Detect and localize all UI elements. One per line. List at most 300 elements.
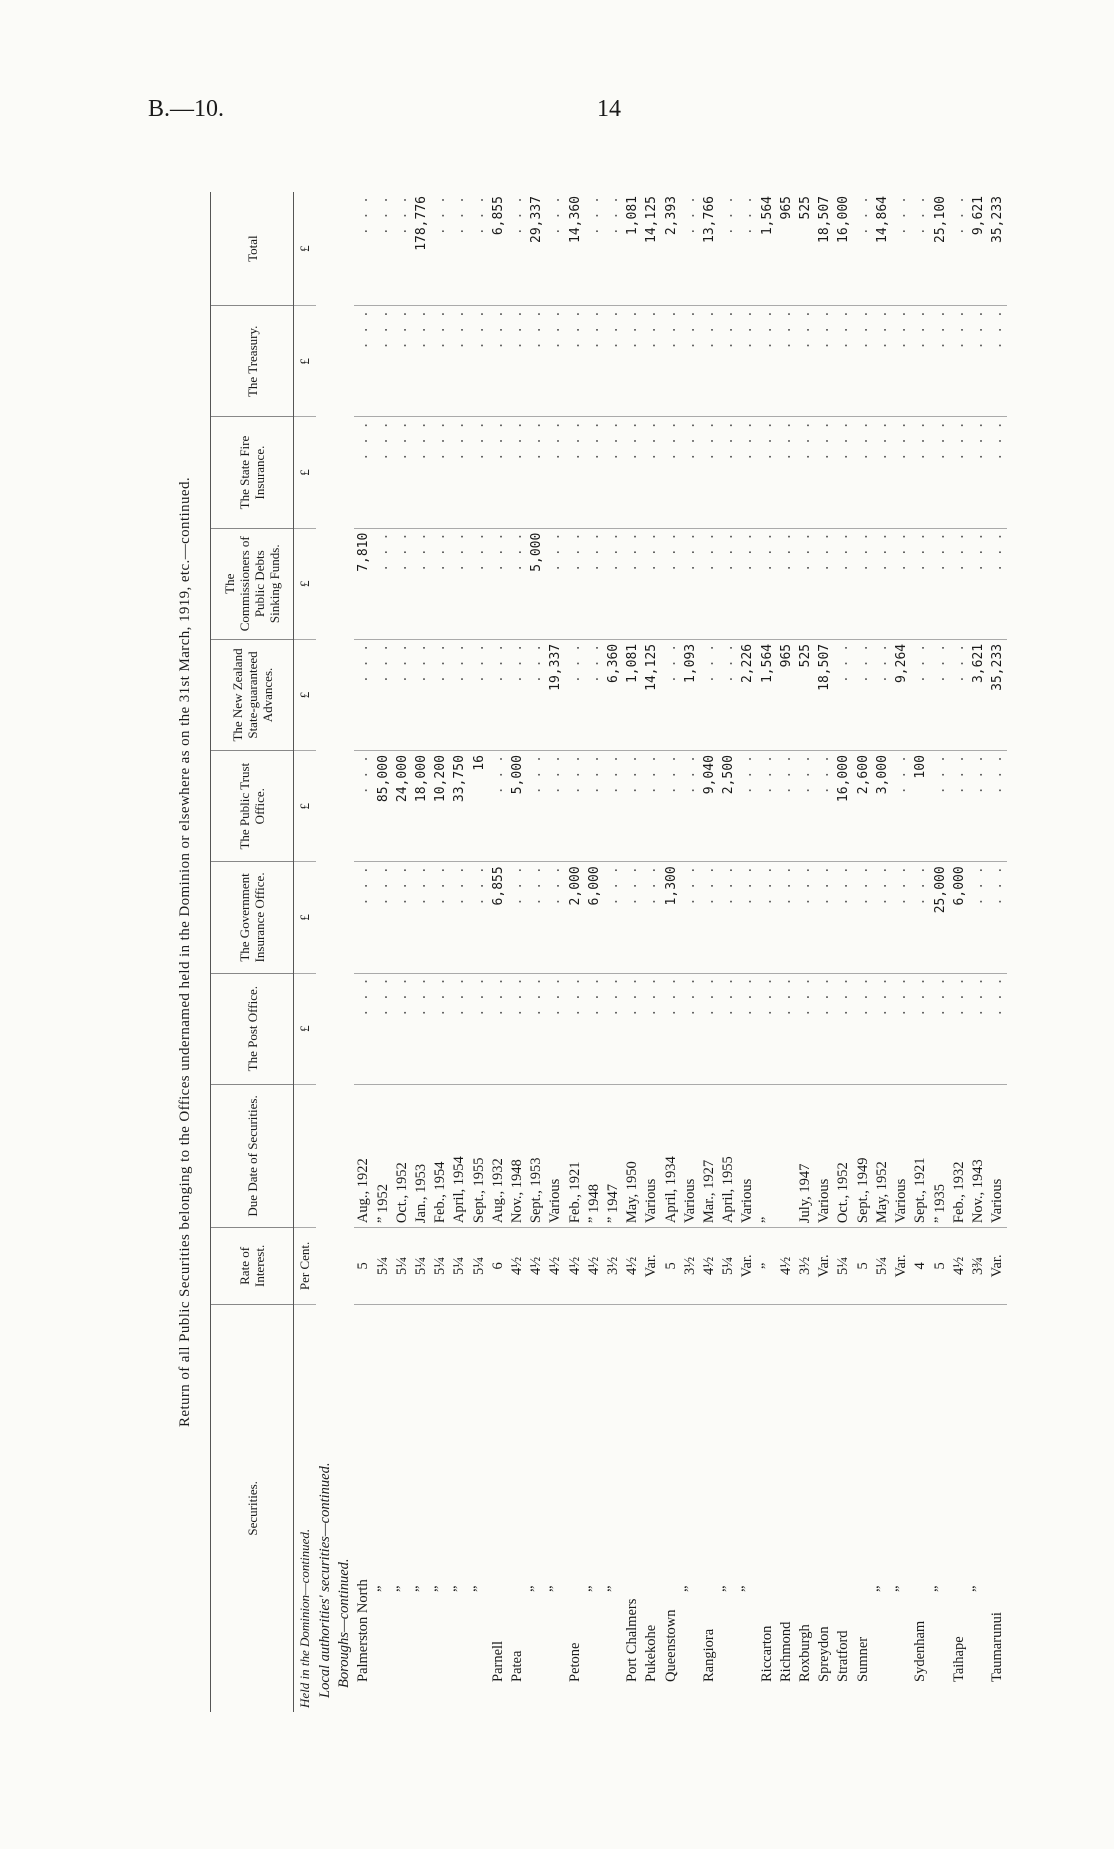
total-cell: . . .: [450, 192, 469, 306]
due-date-cell: Various: [892, 1084, 911, 1227]
total-cell: . . .: [950, 192, 969, 306]
nz-advances-cell: . . .: [354, 639, 373, 750]
treasury-cell: . . .: [585, 306, 604, 417]
state-fire-cell: . . .: [393, 417, 412, 528]
state-fire-cell: . . .: [450, 417, 469, 528]
government-insurance-cell: . . .: [854, 862, 873, 973]
due-date-cell: May, 1952: [873, 1084, 892, 1227]
security-name: Spreydon: [816, 1626, 833, 1682]
unit-treasury: £: [294, 306, 317, 417]
due-date-cell: ” 1947: [604, 1084, 623, 1227]
commissioners-cell: . . .: [969, 528, 988, 639]
public-trust-cell: . . .: [604, 751, 623, 862]
nz-advances-cell: 6,360: [604, 639, 623, 750]
government-insurance-cell: 1,300: [662, 862, 681, 973]
treasury-cell: . . .: [988, 306, 1007, 417]
nz-advances-cell: . . .: [527, 639, 546, 750]
security-name: ”: [393, 1585, 410, 1592]
rate-cell: 5¼: [450, 1228, 469, 1305]
due-date-cell: April, 1934: [662, 1084, 681, 1227]
treasury-cell: . . .: [623, 306, 642, 417]
public-trust-cell: . . .: [527, 751, 546, 862]
total-cell: 6,855: [489, 192, 508, 306]
security-name: ”: [585, 1585, 602, 1592]
government-insurance-cell: . . .: [834, 862, 853, 973]
due-date-cell: Feb., 1932: [950, 1084, 969, 1227]
government-insurance-cell: . . .: [412, 862, 431, 973]
col-header-treasury: The Treasury.: [211, 306, 294, 417]
nz-advances-cell: . . .: [508, 639, 527, 750]
nz-advances-cell: . . .: [585, 639, 604, 750]
commissioners-cell: . . .: [815, 528, 834, 639]
commissioners-cell: 5,000: [527, 528, 546, 639]
public-trust-cell: 9,040: [700, 751, 719, 862]
rate-cell: Var.: [892, 1228, 911, 1305]
table-row: [412, 192, 431, 1712]
security-name: ”: [432, 1585, 449, 1592]
treasury-cell: . . .: [546, 306, 565, 417]
commissioners-cell: . . .: [431, 528, 450, 639]
due-date-cell: Various: [642, 1084, 661, 1227]
nz-advances-cell: . . .: [834, 639, 853, 750]
state-fire-cell: . . .: [738, 417, 757, 528]
security-name: ”: [547, 1585, 564, 1592]
public-trust-cell: 16,000: [834, 751, 853, 862]
government-insurance-cell: . . .: [873, 862, 892, 973]
due-date-cell: Various: [681, 1084, 700, 1227]
post-office-cell: . . .: [873, 973, 892, 1084]
rate-cell: 4½: [508, 1228, 527, 1305]
due-date-cell: Jan., 1953: [412, 1084, 431, 1227]
table-row: [604, 192, 623, 1712]
rotated-table-region: [170, 192, 1006, 1712]
total-cell: 13,766: [700, 192, 719, 306]
commissioners-cell: . . .: [834, 528, 853, 639]
security-name: Taihape: [950, 1636, 967, 1682]
public-trust-cell: 18,000: [412, 751, 431, 862]
total-cell: 16,000: [834, 192, 853, 306]
post-office-cell: . . .: [527, 973, 546, 1084]
state-fire-cell: . . .: [662, 417, 681, 528]
nz-advances-cell: . . .: [719, 639, 738, 750]
public-trust-cell: . . .: [758, 751, 777, 862]
nz-advances-cell: . . .: [662, 639, 681, 750]
post-office-cell: . . .: [374, 973, 393, 1084]
treasury-cell: . . .: [412, 306, 431, 417]
security-name: Roxburgh: [797, 1624, 814, 1682]
state-fire-cell: . . .: [892, 417, 911, 528]
public-trust-cell: . . .: [681, 751, 700, 862]
state-fire-cell: . . .: [431, 417, 450, 528]
commissioners-cell: . . .: [950, 528, 969, 639]
rate-cell: 5¼: [374, 1228, 393, 1305]
table-row: [892, 192, 911, 1712]
rate-cell: 4½: [777, 1228, 796, 1305]
nz-advances-cell: 9,264: [892, 639, 911, 750]
treasury-cell: . . .: [508, 306, 527, 417]
commissioners-cell: . . .: [489, 528, 508, 639]
security-name: Parnell: [489, 1640, 506, 1682]
commissioners-cell: . . .: [758, 528, 777, 639]
post-office-cell: . . .: [681, 973, 700, 1084]
post-office-cell: . . .: [777, 973, 796, 1084]
state-fire-cell: . . .: [911, 417, 930, 528]
total-cell: . . .: [393, 192, 412, 306]
security-name: Rangiora: [701, 1628, 718, 1682]
total-cell: 2,393: [662, 192, 681, 306]
table-row: [662, 192, 681, 1712]
government-insurance-cell: . . .: [393, 862, 412, 973]
commissioners-cell: . . .: [911, 528, 930, 639]
col-header-rate: Rate of Interest.: [211, 1228, 294, 1305]
rate-cell: 5: [662, 1228, 681, 1305]
state-fire-cell: . . .: [681, 417, 700, 528]
public-trust-cell: 24,000: [393, 751, 412, 862]
col-header-state-fire: The State Fire Insurance.: [211, 417, 294, 528]
government-insurance-cell: . . .: [777, 862, 796, 973]
post-office-cell: . . .: [393, 973, 412, 1084]
rate-cell: 5¼: [412, 1228, 431, 1305]
government-insurance-cell: 6,855: [489, 862, 508, 973]
commissioners-cell: . . .: [566, 528, 585, 639]
treasury-cell: . . .: [758, 306, 777, 417]
government-insurance-cell: . . .: [431, 862, 450, 973]
state-fire-cell: . . .: [873, 417, 892, 528]
state-fire-cell: . . .: [623, 417, 642, 528]
rate-cell: 5: [854, 1228, 873, 1305]
security-name: Patea: [509, 1650, 526, 1682]
total-cell: . . .: [738, 192, 757, 306]
state-fire-cell: . . .: [834, 417, 853, 528]
rate-cell: 5¼: [470, 1228, 489, 1305]
rate-cell: 5¼: [834, 1228, 853, 1305]
security-name: ”: [893, 1585, 910, 1592]
total-cell: 14,360: [566, 192, 585, 306]
post-office-cell: . . .: [623, 973, 642, 1084]
commissioners-cell: . . .: [796, 528, 815, 639]
col-header-total: Total: [211, 192, 294, 306]
treasury-cell: . . .: [719, 306, 738, 417]
due-date-cell: Sept., 1955: [470, 1084, 489, 1227]
table-row: [796, 192, 815, 1712]
rate-cell: 4½: [527, 1228, 546, 1305]
state-fire-cell: . . .: [719, 417, 738, 528]
commissioners-cell: . . .: [393, 528, 412, 639]
unit-fire: £: [294, 417, 317, 528]
nz-advances-cell: . . .: [931, 639, 950, 750]
rate-cell: 6: [489, 1228, 508, 1305]
state-fire-cell: . . .: [796, 417, 815, 528]
government-insurance-cell: . . .: [508, 862, 527, 973]
total-cell: 525: [796, 192, 815, 306]
table-row: [393, 192, 412, 1712]
state-fire-cell: . . .: [508, 417, 527, 528]
rate-cell: 3½: [604, 1228, 623, 1305]
due-date-cell: Sept., 1949: [854, 1084, 873, 1227]
nz-advances-cell: 18,507: [815, 639, 834, 750]
table-row: [470, 192, 489, 1712]
post-office-cell: . . .: [470, 973, 489, 1084]
due-date-cell: Mar., 1927: [700, 1084, 719, 1227]
commissioners-cell: . . .: [854, 528, 873, 639]
page-code: B.—10.: [148, 96, 225, 122]
due-date-cell: Nov., 1943: [969, 1084, 988, 1227]
commissioners-cell: . . .: [470, 528, 489, 639]
treasury-cell: . . .: [527, 306, 546, 417]
total-cell: 965: [777, 192, 796, 306]
rate-cell: Var.: [738, 1228, 757, 1305]
nz-advances-cell: . . .: [700, 639, 719, 750]
rate-cell: 4½: [566, 1228, 585, 1305]
security-name: Petone: [566, 1642, 583, 1682]
section-line-3: Boroughs—continued.: [336, 1558, 353, 1688]
col-header-public-trust: The Public Trust Office.: [211, 751, 294, 862]
security-name: ”: [470, 1585, 487, 1592]
nz-advances-cell: . . .: [489, 639, 508, 750]
rate-cell: ”: [758, 1228, 777, 1305]
total-cell: 14,864: [873, 192, 892, 306]
state-fire-cell: . . .: [854, 417, 873, 528]
due-date-cell: April, 1954: [450, 1084, 469, 1227]
due-date-cell: Various: [738, 1084, 757, 1227]
treasury-cell: . . .: [681, 306, 700, 417]
nz-advances-cell: 19,337: [546, 639, 565, 750]
header-row: [211, 192, 294, 1712]
table-row: [354, 192, 373, 1712]
post-office-cell: . . .: [758, 973, 777, 1084]
rate-cell: 5: [354, 1228, 373, 1305]
treasury-cell: . . .: [393, 306, 412, 417]
due-date-cell: ” 1935: [931, 1084, 950, 1227]
treasury-cell: . . .: [374, 306, 393, 417]
units-row: [294, 192, 317, 1712]
commissioners-cell: . . .: [546, 528, 565, 639]
nz-advances-cell: 2,226: [738, 639, 757, 750]
public-trust-cell: 10,200: [431, 751, 450, 862]
government-insurance-cell: . . .: [642, 862, 661, 973]
col-header-nz-advances: The New Zealand State-guaranteed Advances.: [211, 639, 294, 750]
post-office-cell: . . .: [604, 973, 623, 1084]
commissioners-cell: . . .: [623, 528, 642, 639]
post-office-cell: . . .: [931, 973, 950, 1084]
table-row: [700, 192, 719, 1712]
public-trust-cell: . . .: [969, 751, 988, 862]
treasury-cell: . . .: [662, 306, 681, 417]
post-office-cell: . . .: [988, 973, 1007, 1084]
due-date-cell: Various: [988, 1084, 1007, 1227]
col-header-securities: Securities.: [211, 1304, 294, 1712]
due-date-cell: Feb., 1921: [566, 1084, 585, 1227]
government-insurance-cell: . . .: [815, 862, 834, 973]
public-trust-cell: . . .: [566, 751, 585, 862]
state-fire-cell: . . .: [374, 417, 393, 528]
state-fire-cell: . . .: [950, 417, 969, 528]
section-line-1: Held in the Dominion—continued.: [297, 1528, 313, 1708]
total-cell: 178,776: [412, 192, 431, 306]
table-row: [585, 192, 604, 1712]
table-row: [988, 192, 1007, 1712]
section-row-3: [335, 192, 354, 1712]
due-date-cell: Feb., 1954: [431, 1084, 450, 1227]
security-name: ”: [681, 1585, 698, 1592]
public-trust-cell: . . .: [988, 751, 1007, 862]
post-office-cell: . . .: [662, 973, 681, 1084]
state-fire-cell: . . .: [604, 417, 623, 528]
rate-cell: 5¼: [393, 1228, 412, 1305]
section-row-2: [316, 192, 335, 1712]
commissioners-cell: . . .: [873, 528, 892, 639]
state-fire-cell: . . .: [969, 417, 988, 528]
public-trust-cell: . . .: [815, 751, 834, 862]
state-fire-cell: . . .: [470, 417, 489, 528]
government-insurance-cell: . . .: [681, 862, 700, 973]
due-date-cell: ” 1948: [585, 1084, 604, 1227]
due-date-cell: Aug., 1932: [489, 1084, 508, 1227]
government-insurance-cell: 25,000: [931, 862, 950, 973]
total-cell: . . .: [374, 192, 393, 306]
security-name: ”: [374, 1585, 391, 1592]
due-date-cell: May, 1950: [623, 1084, 642, 1227]
public-trust-cell: . . .: [892, 751, 911, 862]
government-insurance-cell: . . .: [892, 862, 911, 973]
post-office-cell: . . .: [950, 973, 969, 1084]
table-row: [642, 192, 661, 1712]
public-trust-cell: 100: [911, 751, 930, 862]
nz-advances-cell: 1,564: [758, 639, 777, 750]
total-cell: . . .: [854, 192, 873, 306]
table-row: [681, 192, 700, 1712]
section-line-2: Local authorities' securities—continued.: [317, 1462, 333, 1698]
treasury-cell: . . .: [892, 306, 911, 417]
table-row: [834, 192, 853, 1712]
post-office-cell: . . .: [738, 973, 757, 1084]
post-office-cell: . . .: [546, 973, 565, 1084]
nz-advances-cell: 35,233: [988, 639, 1007, 750]
security-name: Port Chalmers: [624, 1598, 641, 1682]
state-fire-cell: . . .: [931, 417, 950, 528]
due-date-cell: Various: [815, 1084, 834, 1227]
state-fire-cell: . . .: [354, 417, 373, 528]
table-row: [815, 192, 834, 1712]
treasury-cell: . . .: [873, 306, 892, 417]
rate-cell: Var.: [642, 1228, 661, 1305]
government-insurance-cell: . . .: [354, 862, 373, 973]
table-row: [911, 192, 930, 1712]
commissioners-cell: 7,810: [354, 528, 373, 639]
table-row: [738, 192, 757, 1712]
commissioners-cell: . . .: [700, 528, 719, 639]
rate-cell: 4½: [585, 1228, 604, 1305]
security-name: ”: [931, 1585, 948, 1592]
table-row: [508, 192, 527, 1712]
treasury-cell: . . .: [796, 306, 815, 417]
public-trust-cell: . . .: [777, 751, 796, 862]
government-insurance-cell: . . .: [546, 862, 565, 973]
table-row: [489, 192, 508, 1712]
total-cell: . . .: [508, 192, 527, 306]
due-date-cell: Sept., 1921: [911, 1084, 930, 1227]
public-trust-cell: . . .: [738, 751, 757, 862]
government-insurance-cell: . . .: [700, 862, 719, 973]
security-name: Queenstown: [662, 1609, 679, 1682]
commissioners-cell: . . .: [931, 528, 950, 639]
treasury-cell: . . .: [489, 306, 508, 417]
treasury-cell: . . .: [450, 306, 469, 417]
state-fire-cell: . . .: [566, 417, 585, 528]
security-name: ”: [605, 1585, 622, 1592]
unit-nz: £: [294, 639, 317, 750]
post-office-cell: . . .: [911, 973, 930, 1084]
rate-cell: Var.: [988, 1228, 1007, 1305]
treasury-cell: . . .: [431, 306, 450, 417]
state-fire-cell: . . .: [412, 417, 431, 528]
public-trust-cell: . . .: [623, 751, 642, 862]
public-trust-cell: . . .: [489, 751, 508, 862]
government-insurance-cell: . . .: [988, 862, 1007, 973]
rate-cell: 4½: [700, 1228, 719, 1305]
nz-advances-cell: 525: [796, 639, 815, 750]
commissioners-cell: . . .: [450, 528, 469, 639]
table-row: [969, 192, 988, 1712]
post-office-cell: . . .: [412, 973, 431, 1084]
table-row: [431, 192, 450, 1712]
rate-cell: Var.: [815, 1228, 834, 1305]
public-trust-cell: . . .: [642, 751, 661, 862]
securities-table: [210, 192, 1007, 1712]
state-fire-cell: . . .: [988, 417, 1007, 528]
table-row: [546, 192, 565, 1712]
commissioners-cell: . . .: [585, 528, 604, 639]
security-name: Pukekohe: [643, 1624, 660, 1682]
government-insurance-cell: 6,000: [585, 862, 604, 973]
due-date-cell: April, 1955: [719, 1084, 738, 1227]
commissioners-cell: . . .: [892, 528, 911, 639]
state-fire-cell: . . .: [489, 417, 508, 528]
total-cell: . . .: [719, 192, 738, 306]
commissioners-cell: . . .: [738, 528, 757, 639]
public-trust-cell: . . .: [546, 751, 565, 862]
unit-total: £: [294, 192, 317, 306]
nz-advances-cell: . . .: [431, 639, 450, 750]
table-title: Return of all Public Securities belonging to the Offices undernamed held in the Dominion or elsewhere as on the 31st March, 1919, etc.—continued.: [177, 477, 193, 1428]
government-insurance-cell: . . .: [527, 862, 546, 973]
security-name: Stratford: [835, 1630, 852, 1682]
treasury-cell: . . .: [470, 306, 489, 417]
government-insurance-cell: . . .: [796, 862, 815, 973]
page-number: 14: [597, 96, 621, 122]
rate-cell: 4: [911, 1228, 930, 1305]
commissioners-cell: . . .: [777, 528, 796, 639]
post-office-cell: . . .: [508, 973, 527, 1084]
security-name: ”: [969, 1585, 986, 1592]
treasury-cell: . . .: [354, 306, 373, 417]
nz-advances-cell: . . .: [393, 639, 412, 750]
public-trust-cell: . . .: [662, 751, 681, 862]
nz-advances-cell: . . .: [911, 639, 930, 750]
treasury-cell: . . .: [931, 306, 950, 417]
treasury-cell: . . .: [738, 306, 757, 417]
state-fire-cell: . . .: [758, 417, 777, 528]
treasury-cell: . . .: [950, 306, 969, 417]
table-row: [777, 192, 796, 1712]
commissioners-cell: . . .: [642, 528, 661, 639]
security-name: ”: [451, 1585, 468, 1592]
post-office-cell: . . .: [489, 973, 508, 1084]
total-cell: 1,081: [623, 192, 642, 306]
security-name: ”: [528, 1585, 545, 1592]
due-date-cell: Various: [546, 1084, 565, 1227]
commissioners-cell: . . .: [988, 528, 1007, 639]
